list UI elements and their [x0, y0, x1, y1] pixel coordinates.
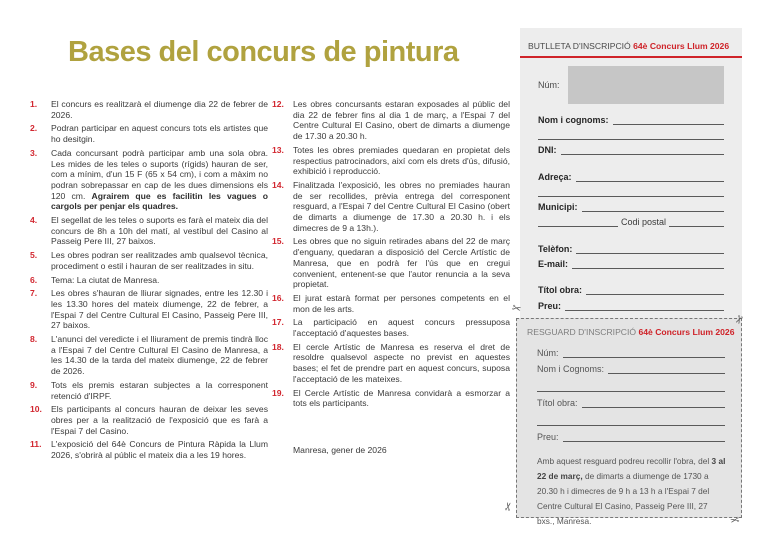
receipt-nom-continuation-line[interactable] [537, 380, 725, 392]
rule-text: L'anunci del veredicte i el lliurament de premis tindrà lloc a l'Espai 7 del Centre Cultural El Casino de Manresa, a les 14.30 de la tarda del mateix diumenge, 22 de febrer de 2026. [51, 334, 268, 377]
form-fields [520, 112, 742, 311]
rule-number: 11. [30, 439, 42, 450]
receipt-fields [517, 337, 741, 442]
rule-number: 5. [30, 250, 38, 261]
rule-text: Les obres que no siguin retirades abans del 22 de març d'enguany, quedaran a disposició del Cercle Artístic de Manresa, que en podrà fer l'ús que en cregui convenient, entenent-se que l'autor renuncia a la seva propietat. [293, 236, 510, 290]
field-municipi-label: Municipi: [538, 202, 578, 212]
rule-text: Cada concursant podrà participar amb una sola obra. Les mides de les teles o suports (rígids) hauran de ser, com a mínim, d'un 15 F (65 x 54 cm), i com a màxim no podran sobrepassar en cap de les dues dimensions els 120 cm. Agrairem que es facilitin les vagues o cargols per penjar els quadres. [51, 147, 268, 212]
receipt-titol-label: Títol obra: [537, 398, 578, 408]
field-adreca-label: Adreça: [538, 172, 572, 182]
rule-number: 13. [272, 144, 284, 155]
rule-text: Els participants al concurs hauran de deixar les seves obres per a la realització de l'exposició que es farà a l'Espai 7 del Casino. [51, 404, 268, 436]
receipt-cutout-box [516, 318, 742, 526]
rule-item [272, 145, 510, 177]
field-adreca-continuation-line[interactable] [538, 185, 724, 197]
rule-number: 15. [272, 236, 284, 247]
rule-number: 4. [30, 215, 38, 226]
scissors-icon: ✂ [728, 512, 741, 526]
rule-item [30, 439, 268, 460]
receipt-field-nom-line2 [537, 379, 725, 392]
receipt-note: Amb aquest resguard podreu recollir l'obra, del 3 al 22 de març, de dimarts a diumenge de 1730 a 20.30 h i dimecres de 9 h a 13 h a l'Espai 7 del Centre Cultural El Casino, Passeig Pere III, 27 bxs., Manresa. [537, 456, 726, 526]
form-header-label: BUTLLETA D'INSCRIPCIÓ [528, 41, 634, 51]
rule-text: El concurs es realitzarà el diumenge dia 22 de febrer de 2026. [51, 99, 268, 120]
form-header [520, 28, 742, 51]
field-email [538, 256, 724, 269]
scissors-icon: ✂ [510, 301, 523, 316]
rule-number: 9. [30, 379, 38, 390]
rule-item [30, 250, 268, 271]
receipt-num-line[interactable] [563, 346, 725, 358]
rules-column-right [272, 99, 510, 456]
receipt-nom-line[interactable] [608, 362, 725, 374]
field-dni [538, 142, 724, 155]
receipt-preu-line[interactable] [563, 430, 725, 442]
scissors-icon: ✂ [730, 312, 746, 327]
receipt-titol-line[interactable] [582, 396, 725, 408]
rule-text: Tema: La ciutat de Manresa. [51, 274, 160, 285]
receipt-field-titol-line2 [537, 413, 725, 426]
field-nom [538, 112, 724, 125]
rule-item [272, 317, 510, 338]
rule-text: Podran participar en aquest concurs tots els artistes que ho desitgin. [51, 123, 268, 145]
field-titol-label: Títol obra: [538, 285, 582, 295]
receipt-field-nom [537, 361, 725, 374]
rule-item [272, 236, 510, 290]
rule-item [30, 275, 268, 286]
receipt-preu-label: Preu: [537, 432, 559, 442]
rule-item [30, 288, 268, 331]
field-dni-line[interactable] [561, 143, 725, 155]
rule-number: 8. [30, 334, 38, 345]
receipt-header-contest-title: 64è Concurs Llum 2026 [638, 327, 735, 337]
rule-number: 19. [272, 387, 284, 398]
receipt-note-dates: 3 al 22 de març, [537, 456, 726, 481]
rule-text: Les obres podran ser realitzades amb qualsevol tècnica, procediment o estil i hauran de ser realitzades in situ. [51, 250, 268, 271]
receipt-header [517, 319, 741, 337]
rule-text: Tots els premis estaran subjectes a la corresponent retenció d'IRPF. [51, 379, 268, 401]
rule-item [30, 380, 268, 401]
field-email-label: E-mail: [538, 259, 569, 269]
receipt-header-label: RESGUARD D'INSCRIPCIÓ [527, 327, 639, 337]
field-telefon-line[interactable] [576, 242, 724, 254]
form-header-contest-title: 64è Concurs Llum 2026 [633, 41, 730, 51]
rule-item [272, 388, 510, 409]
field-municipi [538, 199, 724, 212]
rule-number: 3. [30, 147, 38, 158]
rule-text: El segellat de les teles o suports es farà el mateix dia del concurs de 8h a 10h del matí, al vestíbul del Casino al Passeig Pere III, 27 baixos. [51, 215, 268, 247]
closing-dateline: Manresa, gener de 2026 [293, 444, 387, 455]
rule-number: 16. [272, 292, 284, 303]
num-label: Núm: [538, 80, 560, 90]
rule-text: Finalitzada l'exposició, les obres no premiades hauran de ser recollides, prèvia entrega del corresponent resguard, a l'Espai 7 del Centre Cultural El Casino (obert de dimarts a diumenge de 17.30 a 20.30 h. i els dimecres de 9 a 13h.). [293, 179, 510, 233]
field-preu [538, 298, 724, 311]
num-row [538, 66, 724, 104]
scissors-icon: ✂ [502, 501, 516, 513]
field-codi-postal-label: Codi postal [621, 217, 667, 227]
field-nom-continuation-line[interactable] [538, 128, 724, 140]
rule-number: 10. [30, 404, 42, 415]
field-adreca-line[interactable] [576, 170, 724, 182]
field-dni-label: DNI: [538, 145, 557, 155]
rules-column-left [30, 99, 268, 464]
rule-number: 12. [272, 99, 284, 109]
field-nom-line2 [538, 127, 724, 140]
field-email-line[interactable] [572, 257, 724, 269]
rule-number: 14. [272, 179, 284, 190]
receipt-field-num [537, 345, 725, 358]
field-codi-postal [538, 214, 724, 227]
rule-number: 2. [30, 123, 38, 134]
rule-item [30, 404, 268, 436]
rule-number: 17. [272, 317, 284, 328]
receipt-field-preu [537, 429, 725, 442]
field-titol-line[interactable] [586, 283, 724, 295]
rule-text: Les obres concursants estaran exposades al públic del dia 22 de febrer fins al dia 1 de març, a l'Espai 7 del Centre Cultural El Casino, obert de dimarts a diumenge de 17.30 a 20.30 h. [293, 99, 510, 142]
field-nom-label: Nom i cognoms: [538, 115, 609, 125]
rule-number: 1. [30, 99, 38, 109]
rule-item [30, 123, 268, 144]
receipt-field-titol [537, 395, 725, 408]
rule-text: L'exposició del 64è Concurs de Pintura Ràpida la Llum 2026, s'obrirà al públic el mateix dia a les 19 hores. [51, 439, 268, 461]
field-adreca [538, 169, 724, 182]
rule-item [272, 342, 510, 385]
rule-item [272, 99, 510, 142]
receipt-titol-continuation-line[interactable] [537, 414, 725, 426]
rule-item [30, 99, 268, 120]
field-telefon-label: Telèfon: [538, 244, 573, 254]
field-codi-postal-line[interactable] [669, 215, 724, 227]
rule-number: 7. [30, 288, 38, 299]
field-municipi-line[interactable] [582, 200, 725, 212]
field-adreca-line2 [538, 184, 724, 197]
rule-item [30, 148, 268, 212]
rule-item [30, 334, 268, 377]
red-divider [520, 56, 742, 58]
page-title: Bases del concurs de pintura [68, 36, 459, 68]
receipt-num-label: Núm: [537, 348, 559, 358]
rule-number: 18. [272, 341, 284, 352]
rule-number: 6. [30, 274, 38, 285]
rule-text: El jurat estarà format per persones competents en el mon de les arts. [293, 292, 510, 314]
rule-item [272, 180, 510, 234]
field-municipi-continuation-line[interactable] [538, 215, 618, 227]
field-telefon [538, 241, 724, 254]
field-preu-label: Preu: [538, 301, 562, 311]
rule-item [30, 215, 268, 247]
rule-text: Totes les obres premiades quedaran en propietat dels respectius patrocinadors, així com els drets d'ús, difusió, exhibició i reproducció. [293, 144, 510, 177]
field-nom-line[interactable] [613, 113, 724, 125]
field-titol [538, 282, 724, 295]
rule-text: El cercle Artístic de Manresa es reserva el dret de resoldre qualsevol aspecte no previst en aquestes bases; el fet de prendre part en aquest concurs, suposa l'acceptació de les mateixes. [293, 341, 510, 384]
rule-text: El Cercle Artístic de Manresa convidarà a esmorzar a tots els participants. [293, 387, 510, 409]
rule-text: Les obres s'hauran de lliurar signades, entre les 12.30 i les 13.30 hores del mateix diumenge, 22 de febrer, a l'Espai 7 del Centre Cultural El Casino, Passeig Pere III, 27 baixos. [51, 288, 268, 331]
num-entry-box[interactable] [568, 66, 724, 104]
rule-text: La participació en aquest concurs pressuposa l'acceptació d'aquestes bases. [293, 317, 510, 339]
receipt-nom-label: Nom i Cognoms: [537, 364, 605, 374]
field-preu-line[interactable] [565, 299, 724, 311]
rule-item [272, 293, 510, 314]
